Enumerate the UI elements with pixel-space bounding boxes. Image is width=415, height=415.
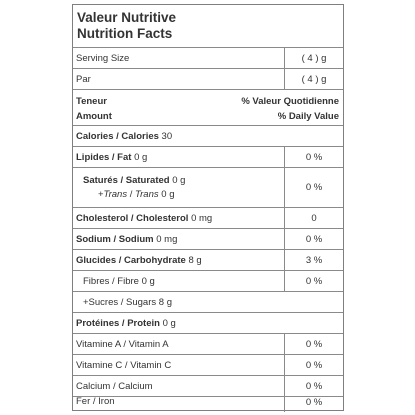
cholesterol-row (73, 207, 343, 228)
saturated-trans-cell (76, 168, 185, 207)
calcium-dv: 0 % (284, 376, 343, 396)
sugars-cell (76, 292, 172, 312)
trans-label-fr: Trans (103, 189, 128, 200)
trans-amount: 0 g (161, 189, 175, 200)
sugars-label: +Sucres / Sugars (83, 296, 157, 308)
vitamin-a-label: Vitamine A / Vitamin A (76, 338, 169, 350)
nutrition-facts-table (72, 4, 344, 411)
sodium-dv: 0 % (284, 229, 343, 249)
fat-amount: 0 g (134, 151, 148, 163)
fibre-amount: 0 g (141, 275, 155, 287)
header-dv-en: % Daily Value (277, 111, 339, 122)
fibre-label: Fibres / Fibre (83, 275, 139, 287)
vitamin-c-dv: 0 % (284, 355, 343, 375)
title-en: Nutrition Facts (77, 26, 173, 41)
iron-label: Fer / Iron (76, 396, 115, 407)
saturated-trans-dv: 0 % (284, 168, 343, 207)
trans-sep: / (127, 189, 136, 200)
header-dv-fr: % Valeur Quotidienne (241, 96, 339, 107)
protein-label: Protéines / Protein (76, 317, 160, 329)
sodium-amount: 0 mg (156, 233, 178, 245)
header-amount-en: Amount (76, 111, 112, 122)
iron-dv: 0 % (284, 393, 343, 412)
cholesterol-dv: 0 (284, 208, 343, 228)
saturated-label: Saturés / Saturated (83, 175, 170, 186)
carbohydrate-dv: 3 % (284, 250, 343, 270)
serving-size-label: Serving Size (76, 52, 130, 64)
fibre-row (73, 270, 343, 291)
sugars-amount: 8 g (158, 296, 172, 308)
carbohydrate-amount: 8 g (188, 254, 202, 266)
cholesterol-amount: 0 mg (191, 212, 213, 224)
trans-label-en: Trans (135, 189, 159, 200)
per-row (73, 68, 343, 89)
vitamin-a-row (73, 333, 343, 354)
amount-header-row (73, 89, 343, 125)
calories-label: Calories / Calories (76, 130, 159, 142)
sodium-cell (76, 229, 177, 249)
vitamin-a-dv: 0 % (284, 334, 343, 354)
calories-row (73, 125, 343, 146)
sodium-label: Sodium / Sodium (76, 233, 154, 245)
fat-dv: 0 % (284, 147, 343, 167)
fat-label: Lipides / Fat (76, 151, 132, 163)
cholesterol-cell (76, 208, 212, 228)
title-fr: Valeur Nutritive (77, 10, 177, 25)
carbohydrate-label: Glucides / Carbohydrate (76, 254, 186, 266)
calories-cell (76, 126, 172, 146)
carbohydrate-cell (76, 250, 202, 270)
saturated-line (83, 175, 185, 186)
vitamin-c-row (73, 354, 343, 375)
trans-plus: + (97, 189, 104, 200)
serving-size-row (73, 47, 343, 68)
fat-cell (76, 147, 147, 167)
saturated-amount: 0 g (172, 175, 186, 186)
per-label: Par (76, 73, 91, 85)
protein-cell (76, 313, 176, 333)
protein-amount: 0 g (162, 317, 176, 329)
table-title (77, 10, 176, 42)
sugars-row (73, 291, 343, 312)
per-value: ( 4 ) g (284, 69, 343, 89)
carbohydrate-row (73, 249, 343, 270)
vitamin-c-label: Vitamine C / Vitamin C (76, 359, 172, 371)
iron-row (73, 396, 343, 410)
fibre-cell (76, 271, 155, 291)
fibre-dv: 0 % (284, 271, 343, 291)
cholesterol-label: Cholesterol / Cholesterol (76, 212, 189, 224)
serving-size-value: ( 4 ) g (284, 48, 343, 68)
protein-row (73, 312, 343, 333)
calcium-label: Calcium / Calcium (76, 380, 153, 392)
calories-value: 30 (161, 130, 173, 142)
fat-row (73, 146, 343, 167)
saturated-trans-row (73, 167, 343, 207)
sodium-row (73, 228, 343, 249)
trans-line (94, 189, 175, 200)
header-amount-fr: Teneur (76, 96, 107, 107)
